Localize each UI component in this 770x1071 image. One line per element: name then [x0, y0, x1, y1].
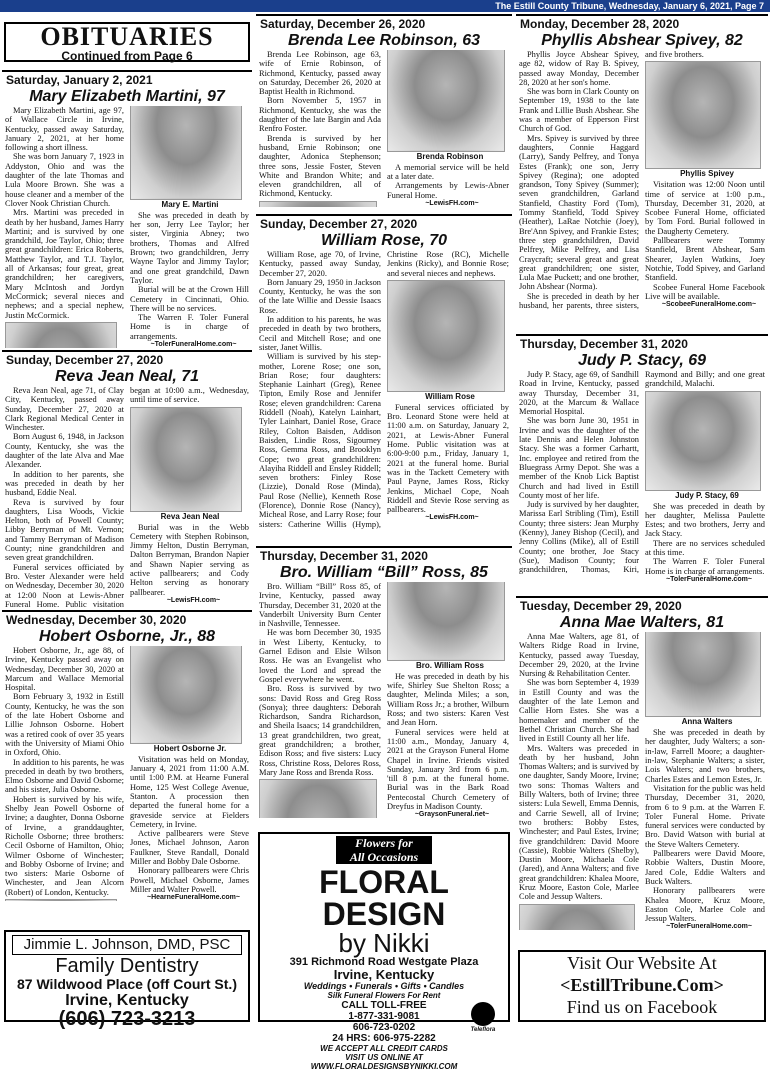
- obit-paragraph: Born November 5, 1957 in Richmond, Kentucky, she was the daughter of the late Bargin and Ada Renfro Foster.: [259, 96, 381, 134]
- photo-caption: Reva Jean Neal: [160, 511, 220, 521]
- obit-paragraph: William Rose, age 70, of Irvine, Kentucky, passed away Sunday, December 27, 2020.: [259, 250, 381, 278]
- obit-date: Monday, December 28, 2020: [516, 14, 768, 32]
- obit-body: [516, 370, 768, 583]
- ad-banner-line: All Occasions: [349, 850, 419, 864]
- ad-website: WWW.FLORALDESIGNSBYNIKKI.COM: [310, 1062, 458, 1071]
- photo-caption: Judy P. Stacy, 69: [675, 490, 739, 500]
- obit-paragraph: Brenda is survived by her husband, Ernie Robinson; one daughter, Adonica Stephenson; three sons, Jessie Foster, Steven White and Brandon White; and eleven grandchildren, all of Richmond, Kentucky.: [259, 133, 381, 199]
- funeral-home-site: ~TolerFuneralHome.com~: [150, 340, 237, 348]
- obit-paragraph: Honorary pallbearers were Khalea Moore, Kruz Moore, Easton Cole, Marlee Cole and Jessup Walters.: [645, 886, 765, 924]
- photo-caption: Phyllis Spivey: [680, 169, 734, 179]
- obit-paragraph: She was born January 7, 1923 in Addyston, Ohio and was the daughter of the late Thomas and Lula Moore Brown. She was a house cleaner and a member of the Clover Nook Christian Church.: [5, 152, 124, 208]
- obit-body: [516, 632, 768, 930]
- obit-paragraph: Visitation for the public was held Thursday, December 31, 2020, from 6 to 9 p.m. at the Warren F. Toler Funeral Home. Private funeral services were conducted by Bro. David Watson with burial at the Steve Walters Cemetery.: [645, 783, 765, 849]
- photo-caption: Bro. William Ross: [416, 660, 484, 670]
- funeral-home-site: ~LewisFH.com~: [166, 596, 221, 604]
- funeral-home-site: ~TolerFuneralHome.com~: [666, 575, 752, 583]
- page-header: The Estill County Tribune, Wednesday, January 6, 2021, Page 7: [495, 1, 764, 11]
- photo-caption: Hobert Osborne Jr.: [153, 743, 227, 753]
- obit-paragraph: She was preceded in death by her daughter, Judy Walters; a son-in-law, Farrell Moore; a daughter-in-law, Stephanie Walters; a sister, Lois Walters; and two brothers, Charles Estes and Lemon Estes, Jr.: [645, 728, 765, 784]
- portrait-image: [387, 280, 505, 392]
- obit-paragraph: Mary Elizabeth Martini, age 97, of Wallace Circle in Irvine, Kentucky, passed away Saturday, January 2, 2021, at her home following a short illness.: [5, 106, 124, 153]
- obit-paragraph: She was born September 4, 1939 in Estill County and was the daughter of the late Lemon and Callie Horn Estes. She was a homemaker and member of the Bethel Christian Church. She had lived in Estill County all her life.: [519, 678, 639, 744]
- ad-contact-block: [260, 1000, 508, 1071]
- obit-name: Judy P. Stacy, 69: [577, 352, 707, 369]
- photo-caption: William Rose: [425, 391, 475, 401]
- obit-name: Bro. William “Bill” Ross, 85: [280, 564, 488, 581]
- obit-paragraph: Born August 6, 1948, in Jackson County, Kentucky, she was the daughter of the late Alva and Mae Alexander.: [5, 432, 124, 470]
- obit-stacy: [516, 334, 768, 594]
- obit-rose: [256, 214, 512, 546]
- obit-osborne: [2, 610, 252, 926]
- website-ad-line3: Find us on Facebook: [566, 997, 718, 1017]
- floral-design-ad: [258, 832, 510, 1071]
- obit-date: Sunday, December 27, 2020: [2, 350, 252, 368]
- website-link[interactable]: <EstillTribune.Com>: [560, 975, 724, 995]
- obit-photo: [645, 391, 761, 500]
- obit-name: Phyllis Abshear Spivey, 82: [541, 32, 743, 49]
- obit-paragraph: Pallbearers were David Moore, Robbie Walters, Dustin Moore, Jared Cole, Eddie Walters and Buck Walters.: [645, 849, 765, 886]
- obit-date: Thursday, December 31, 2020: [256, 546, 512, 564]
- obit-paragraph: Funeral services officiated by Bro. Vester Alexander were held on Wednesday, December 30, 2020 at 12:00 Noon at Lewis-Abner Funeral Home. Public visitation began at 10:00 a.m., Wednesday, until time of service.: [5, 386, 249, 609]
- obit-paragraph: She was preceded in death by her daughter, Melissa Paulette Estes; and two brothers, Jerry and Jack Stacy.: [645, 501, 765, 539]
- obit-paragraph: Born January 29, 1950 in Jackson County, Kentucky, he was the son of the late Willie and Dessie Isaacs Rose.: [259, 277, 381, 315]
- obit-paragraph: Judy P. Stacy, age 69, of Sandhill Road in Irvine, Kentucky, passed away Thursday, December 31, 2020, at the Marcum & Wallace Memorial Hospital.: [519, 370, 639, 417]
- obit-paragraph: Hobert Osborne, Jr., age 88, of Irvine, Kentucky passed away on Wednesday, December 30, 2020 at Marcum and Wallace Memorial Hospital.: [5, 646, 124, 693]
- obit-paragraph: Bro. William “Bill” Ross 85, of Irvine, Kentucky, passed away Thursday, December 31, 2020 at the Vanderbilt University Burn Center in Nashville, Tennessee.: [259, 582, 381, 629]
- obit-paragraph: A memorial service will be held at a later date.: [387, 162, 509, 182]
- obit-name: William Rose, 70: [320, 232, 448, 249]
- obit-body: [2, 386, 252, 609]
- dentist-name: Jimmie L. Johnson, DMD, PSC: [12, 935, 242, 955]
- obit-paragraph: Born February 3, 1932 in Estill County, Kentucky, he was the son of the late Hobert Osborne and Lillie Johnson Osborne. Hobert was a retired cook of over 35 years with the University of Miami Ohio in Oxford, Ohio.: [5, 692, 124, 758]
- obit-paragraph: Mrs. Martini was preceded in death by her husband, James Harry Martini; and is survived by one grandchild, Joe Taylor, Ohio; three great grandchildren: Erica Roberts, Matthew Taylor, and T.J. Taylor, all of Arkansas; four great, great grandchildren; her caregivers, Mary McIntosh and Jordyn McCormick; several nieces and nephews; and a special nephew, Justin McCormick.: [5, 208, 124, 320]
- obit-paragraph: Scobee Funeral Home Facebook Live will be available.: [645, 282, 765, 301]
- obit-paragraph: She was preceded in death by her son, Jerry Lee Taylor; her sister, Virginia Abney; two brothers, Thomas and Alfred Brown; two grandchildren, Jerry Wayne Taylor and Jimmy Taylor; and one great grandchild, Dawn Taylor.: [130, 210, 249, 285]
- teleflora-label: Teleflora: [470, 1027, 496, 1033]
- obit-paragraph: There are no services scheduled at this time.: [645, 538, 765, 558]
- obit-name: Hobert Osborne, Jr., 88: [38, 628, 216, 645]
- funeral-home-site: ~LewisFH.com~: [425, 514, 479, 522]
- obit-paragraph: Bro. Ross is survived by two sons: David Ross and Greg Ross (Sonya); three daughters: Deborah Richardson, Sandra Richardson, and Sheila Isaacs; 14 grandchildren, 13 great grandchildren, two great, great grandchildren; a brother, Edison Ross; and five sisters: Lucy Ross, Christine Ross, Delores Ross, Mary Jane Ross and Brenda Ross.: [259, 684, 381, 777]
- teleflora-logo: [466, 1002, 500, 1035]
- obit-date: Thursday, December 31, 2020: [516, 334, 768, 352]
- obit-paragraph: He was born December 30, 1935 in West Liberty, Kentucky, to Garnel Edison and Elsie Wilson Ross. He was an Evangelist who loved the Lord and spread the Gospel everywhere he went.: [259, 628, 381, 684]
- obit-name: Anna Mae Walters, 81: [559, 614, 725, 631]
- website-ad-line1: Visit Our Website At: [567, 953, 717, 973]
- obit-paragraph: She is preceded in death by her husband, her parents, three sisters, and five brothers.: [519, 50, 704, 311]
- practice-name: Family Dentistry: [55, 955, 199, 977]
- obit-body: [2, 646, 252, 901]
- ad-banner-line: Flowers for: [355, 836, 413, 850]
- dentistry-ad: [4, 930, 250, 1030]
- obit-paragraph: She was born June 30, 1951 in Irvine and was the daughter of the late Dennis and Helen Johnston Stacy. She was a former Carhartt, Inc. employee and retired from the Bluegrass Army Depot. She was a member of the Knob Lick Baptist Church and had lived in Estill County most of her life.: [519, 416, 639, 500]
- obit-spivey: [516, 14, 768, 332]
- ad-title: FLORAL DESIGN: [319, 864, 449, 932]
- obit-paragraph: Burial was in the Webb Cemetery with Stephen Robinson, Jimmy Helton, Dustin Berryman, Dalton Berryman, Brandon Napier and Shawn Napier serving as active pallbearers; and Cody Helton serving as honorary pallbearer.: [130, 522, 249, 597]
- obit-body: [256, 582, 512, 818]
- ad-cards: WE ACCEPT ALL CREDIT CARDS: [320, 1044, 448, 1053]
- funeral-home-site: ~GraysonFuneral.net~: [414, 811, 490, 819]
- funeral-home-site: ~ScobeeFuneralHome.com~: [661, 301, 757, 309]
- obit-photo: [130, 407, 242, 521]
- ad-banner: [336, 836, 432, 864]
- photo-caption: Mary E. Martini: [161, 199, 219, 209]
- obit-paragraph: Pallbearers were Tommy Stanfield, Brent Abshear, Sam Shearer, Jaylen Watkins, Joey Notchie, Todd Spivey, and Garland Stanfield.: [645, 236, 765, 283]
- ad-hours: 24 HRS: 606-975-2282: [332, 1033, 436, 1044]
- obit-paragraph: Visitation was held on Monday, January 4, 2021 from 11:00 A.M. until 1:00 P.M. at Hearne Funeral Home, 125 West College Avenue, Stanton. A procession then departed the funeral home for a graveside service at Fielders Cemetery, in Irvine.: [130, 754, 249, 829]
- obit-paragraph: Phyllis Joyce Abshear Spivey, age 82, widow of Ray B. Spivey, passed away Monday, December 28, 2020 at her son's home.: [519, 50, 639, 87]
- photo-caption: Anna Walters: [681, 717, 733, 727]
- ad-services: Weddings • Funerals • Gifts • Candles: [303, 981, 465, 991]
- obituaries-heading: [4, 22, 250, 62]
- obit-name: Reva Jean Neal, 71: [54, 368, 200, 385]
- obit-paragraph: Mrs. Walters was preceded in death by her husband, John Thomas Walters; and is survived by one daughter, Sandy Moore, Irvine; two sons: Thomas Walters and Billy Walters, both of Irvine; three sisters: Lula Sewell, Emma Dennis, and Carrie Sewell, all of Irvine; two brothers: Bobby Estes, Winchester; and Paul Estes, Irvine; five grandchildren: David Moore (Cassie), Robbie Walters (Shelby), Dustin Moore, Michaela Cole (Jared), and Anna Walters; and five great grandchildren: Khalea Moore, Kruz Moore, Easton Cole, Marlee Cole and Jessup Walters.: [519, 743, 639, 902]
- obit-walters: [516, 596, 768, 948]
- ad-city: Irvine, Kentucky: [333, 967, 435, 982]
- section-subtitle: Continued from Page 6: [61, 49, 193, 63]
- obit-paragraph: He was preceded in death by his wife, Shirley Sue Shelton Ross; a daughter, Melinda Miles; a son, William Ross Jr.; a brother, Wilburn Ross; and two sisters: Karen Vest and Jean Horn.: [387, 671, 509, 728]
- obit-paragraph: Funeral services were held at 11:00 a.m., Monday, January 4, 2021 at the Grayson Funeral Home Chapel in Irvine. Friends visited Sunday, January 3rd from 6 p.m. 'till 8 p.m. at the funeral home. Burial was in the Bark Road Pentecostal Church Cemetery of Dreyfus in Madison County.: [387, 727, 509, 812]
- ad-phone: 606-723-0202: [352, 1022, 416, 1033]
- obit-paragraph: Visitation was 12:00 Noon until time of service at 1:00 p.m., Thursday, December 31, 2020, at Scobee Funeral Home, officiated by Tom Ford. Burial followed in the Daugherty Cemetery.: [645, 180, 765, 236]
- ad-byline: by Nikki: [338, 928, 430, 958]
- obit-paragraph: Mrs. Spivey is survived by three daughters, Connie Haggard (Larry), Sandy Pelfrey, and Tonya Estes (Frank); one son, Jerry Spivey (Regina); one adopted grandson, Tony Spivey (Summer); seven grandchildren, Garland Stanfield, Chastity Ford (Tom), Tommy Stanfield, Todd Spivey (Heather), LaRae Notchie (Joey), Bre'Ann Spivey, and Frankie Estes; three step grandchildren, David Pelfrey, Mike Pelfrey, and Lisa Craycraft; several great and great great grandchildren; one sister, Lula Mae Puckett; and one brother, John Abshear (Norma).: [519, 133, 639, 292]
- website-ad: [518, 950, 766, 1022]
- obit-bill-ross: [256, 546, 512, 832]
- obit-body: [516, 50, 768, 310]
- obit-paragraph: In addition to her parents, she was preceded in death by her husband, Eddie Neal.: [5, 469, 124, 498]
- portrait-image: [645, 61, 761, 169]
- obit-paragraph: In addition to his parents, he was preceded in death by two brothers, Elmo Osborne and David Osborne; and his sister, Julia Osborne.: [5, 757, 124, 795]
- obit-paragraph: Burial will be at the Crown Hill Cemetery in Cincinnati, Ohio. There will be no services.: [130, 285, 249, 313]
- photo-caption: Brenda Robinson: [416, 151, 484, 161]
- obit-martini: [2, 70, 252, 348]
- obit-paragraph: Hobert is survived by his wife, Shelby Jean Powell Osborne of Irvine; a daughter, Donna Osborne of Irvine, a granddaughter, Richolle Osborne; three brothers: Cecil Osborne of Hamilton, Ohio; Wilmer Osborne of Winchester; and Bobby Osborne of Irvine; and two sisters: Marie Osborne of Winchester, and Jean Alcorn (Robert) of London, Kentucky.: [5, 794, 124, 897]
- obit-paragraph: The Warren F. Toler Funeral Home is in charge of arrangements.: [645, 557, 765, 576]
- ad-visit: VISIT US ONLINE AT: [345, 1053, 423, 1062]
- practice-city: Irvine, Kentucky: [65, 992, 189, 1009]
- obit-date: Wednesday, December 30, 2020: [2, 610, 252, 628]
- obit-date: Sunday, December 27, 2020: [256, 214, 512, 232]
- obit-date: Tuesday, December 29, 2020: [516, 596, 768, 614]
- obit-body: [256, 50, 512, 207]
- obit-body: [2, 106, 252, 348]
- practice-phone: (606) 723-3213: [58, 1008, 196, 1030]
- obit-robinson: [256, 14, 512, 214]
- obit-paragraph: Arrangements by Lewis-Abner Funeral Home.: [387, 181, 509, 200]
- obit-paragraph: Honorary pallbearers were Chris Powell, Michael Osborne, James Miller and Walter Powell.: [130, 866, 249, 894]
- funeral-home-site: ~HearneFuneralHome.com~: [147, 894, 240, 902]
- obit-name: Brenda Lee Robinson, 63: [287, 32, 481, 49]
- obit-paragraph: Judy is survived by her daughter, Marissa Earl Stribling (Tim), Estill County; three sisters: Jean Murphy (Kenny), Janey Bishop (Cecil), and Jenny Collins (Mike), all of Estill County; one brother, Joe Stacy (Sue), Madison County; four grandchildren, Thomas, Kiri, Raymond and Billy; and one great grandchild, Malachi.: [519, 370, 765, 575]
- obit-paragraph: Funeral services officiated by Bro. Leonard Stone were held at 11:00 a.m. on Saturday, January 2, 2021, at Lewis-Abner Funeral Home. Public visitation was at 6:00-9:00 p.m., Friday, January 1, 2021 at the funeral home. Burial was in the Tackett Cemetery with Paul Payne, James Ross, Ricky Jenkins, Michael Cope, Noah Riddell and Stevie Rose serving as pallbearers.: [387, 402, 509, 515]
- ad-address: 391 Richmond Road Westgate Plaza: [289, 956, 479, 968]
- ad-tollfree: CALL TOLL-FREE: [341, 1000, 427, 1011]
- obit-paragraph: Reva Jean Neal, age 71, of Clay City, Kentucky, passed away Sunday, December 27, 2020 at Clark Regional Medical Center in Winchester.: [5, 386, 124, 433]
- portrait-image: [645, 391, 761, 491]
- obit-paragraph: William is survived by his step-mother, Lorene Rose; one son, Brian Rose; four daughters: Stephanie Lainhart (Greg), Renee Tipton, Emily Rose and Jennifer Rose; eleven grandchildren: Carena Riddell (Noah), Katelyn Lainhart, Tyler Lainhart, Daniel Rose, Grace Riley, Colton Baisden, Addison Baisden, Lindie Ross, Sigourney Ross, Gemma Ross, and Brooklyn Cope; two great grandchildren: Alayiha Riddell and Ensley Riddell; seven brothers: Finley Rose (Lizzie), Donald Rose (Minda), Paul Rose (Nellie), Kenneth Rose (Florence), Donnie Rose (Nancy), Micheal Rose, and Larry Rose; four sisters: Catherine Willis (Hymp), Christine Rose (RC), Michelle Jenkins (Ricky), and Bonnie Rose; and several nieces and nephews.: [259, 250, 509, 529]
- portrait-image: [130, 407, 242, 512]
- teleflora-icon: [471, 1002, 495, 1026]
- funeral-home-site: ~TolerFuneralHome.com~: [666, 923, 752, 931]
- section-title: OBITUARIES: [40, 22, 214, 51]
- ad-phone: 1-877-331-9081: [348, 1011, 420, 1022]
- page-header-bar: [0, 0, 770, 12]
- obit-paragraph: In addition to his parents, he was preceded in death by two brothers, Cecil and Mitchell Rose; and one sister, Janet Willis.: [259, 315, 381, 352]
- obit-paragraph: Reva is survived by four daughters, Lisa Woods, Vickie Helton, both of Powell County; Libby Berryman of Mt. Vernon; and Tammy Berryman of Madison County; nine grandchildren and seven great grandchildren.: [5, 497, 124, 563]
- obit-photo: [645, 61, 761, 178]
- obit-body: [256, 250, 512, 529]
- obit-paragraph: Anna Mae Walters, age 81, of Walters Ridge Road in Irvine, Kentucky, passed away Tuesday, December 29, 2020, at the Irvine Nursing & Rehabilitation Center.: [519, 632, 639, 679]
- obit-paragraph: Brenda Lee Robinson, age 63, wife of Ernie Robinson, of Richmond, Kentucky, passed away on Saturday, December 26, 2020 at Baptist Health in Richmond.: [259, 50, 381, 97]
- obit-paragraph: The Warren F. Toler Funeral Home is in charge of arrangements.: [130, 313, 249, 341]
- obit-name: Mary Elizabeth Martini, 97: [29, 88, 225, 105]
- obit-paragraph: Active pallbearers were Steve Jones, Michael Johnson, Aaron Faulkner, Steve Randall, Donald Miller and Bobby Dale Osborne.: [130, 829, 249, 867]
- ad-silk: Silk Funeral Flowers For Rent: [327, 991, 441, 1000]
- obit-neal: [2, 350, 252, 608]
- obit-paragraph: She was born in Clark County on September 19, 1938 to the late Frank and Lillie Bush Abshear. She was a member of Epperson First Church of God.: [519, 87, 639, 134]
- obit-date: Saturday, January 2, 2021: [2, 70, 252, 88]
- obit-photo: [387, 280, 505, 401]
- obit-date: Saturday, December 26, 2020: [256, 14, 512, 32]
- funeral-home-site: ~LewisFH.com~: [425, 199, 479, 207]
- practice-address: 87 Wildwood Place (off Court St.): [17, 976, 237, 992]
